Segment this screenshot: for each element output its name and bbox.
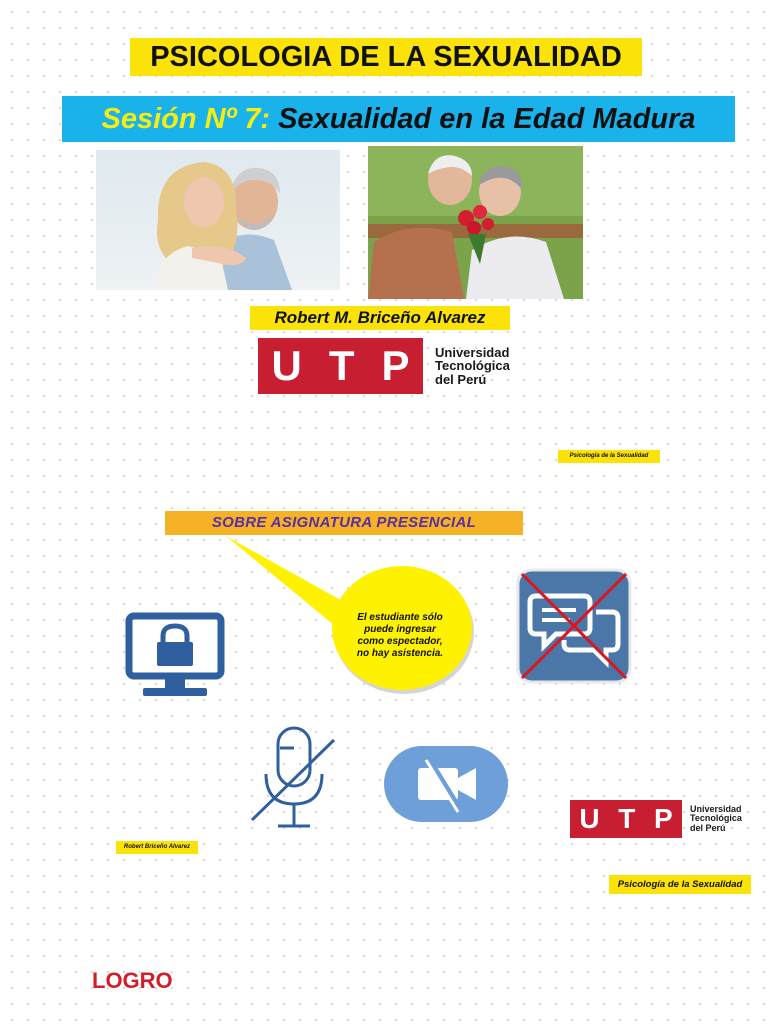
section-heading-logro: LOGRO	[92, 968, 173, 993]
utp-letter: T	[328, 342, 355, 389]
utp-name-line: del Perú	[690, 822, 726, 833]
session-number: Sesión Nº 7:	[101, 103, 271, 135]
photo-elderly-couple-illustration	[368, 146, 583, 299]
photo-elderly-couple	[368, 146, 583, 299]
utp-letter: P	[653, 803, 673, 834]
speech-bubble-text: El estudiante sólo puede ingresar como espectador, no hay asistencia.	[356, 612, 444, 659]
utp-letter: P	[381, 342, 410, 389]
utp-name-line: del Perú	[435, 371, 487, 387]
utp-letters-box	[570, 800, 682, 838]
utp-name-line: Universidad	[690, 804, 742, 815]
utp-university-name	[690, 805, 742, 833]
computer-lock-icon	[125, 612, 225, 702]
photo-couple-hugging	[96, 150, 340, 290]
utp-letters-box	[258, 338, 423, 394]
course-tag-bottom: Psicología de la Sexualidad	[609, 875, 751, 894]
utp-letter: T	[618, 803, 636, 834]
photo-couple-hugging-illustration	[96, 150, 340, 290]
author-tag-small: Robert Briceño Alvarez	[116, 841, 198, 854]
session-title: Sexualidad en la Edad Madura	[270, 103, 696, 135]
video-off-icon	[384, 746, 508, 822]
utp-letter: U	[579, 803, 600, 834]
utp-name-line: Tecnológica	[690, 813, 742, 824]
author-name-banner: Robert M. Briceño Alvarez	[250, 306, 510, 330]
utp-letter: U	[271, 342, 302, 389]
utp-name-line: Universidad	[435, 345, 510, 361]
course-tag-small: Psicología de la Sexualidad	[558, 450, 660, 463]
microphone-off-icon	[244, 724, 344, 834]
session-banner	[62, 96, 735, 142]
utp-logo-main	[258, 338, 510, 394]
utp-name-line: Tecnológica	[435, 358, 510, 374]
section-title-banner: SOBRE ASIGNATURA PRESENCIAL	[165, 511, 523, 535]
main-title: PSICOLOGIA DE LA SEXUALIDAD	[130, 38, 642, 76]
utp-logo-secondary	[570, 800, 742, 838]
utp-university-name	[435, 346, 510, 386]
chat-disabled-icon	[514, 566, 634, 686]
